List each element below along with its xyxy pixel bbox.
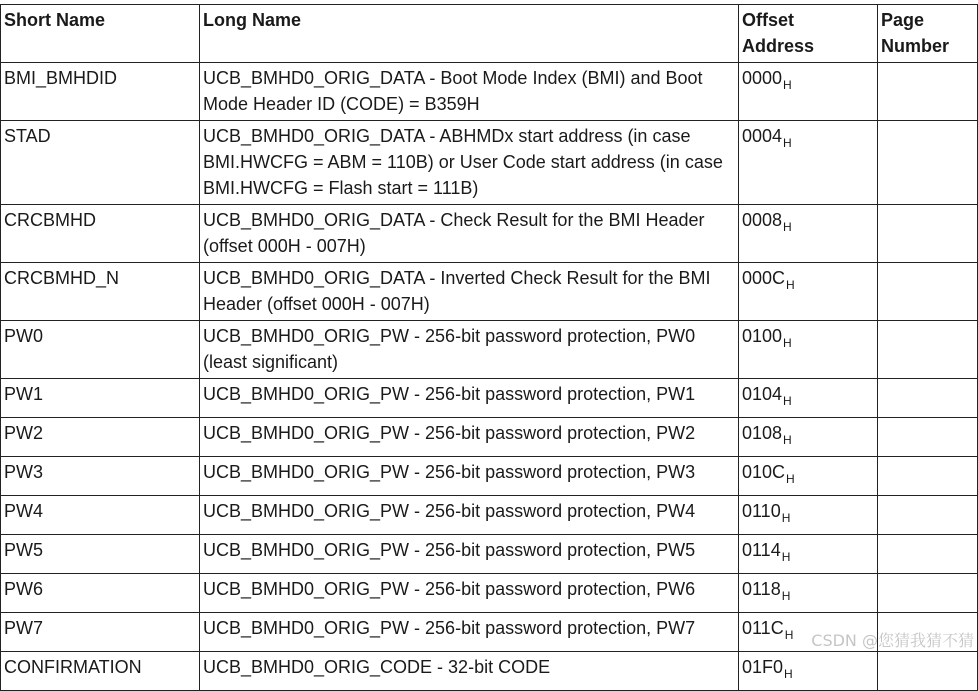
cell-offset: $0004_H$ (739, 121, 878, 205)
cell-page (878, 496, 978, 535)
cell-offset: $0100_H$ (739, 321, 878, 379)
cell-offset: $0108_H$ (739, 418, 878, 457)
cell-short-name: CRCBMHD_N (1, 263, 200, 321)
cell-page (878, 263, 978, 321)
table-row (1, 205, 978, 263)
cell-offset: $0104_H$ (739, 379, 878, 418)
cell-page (878, 63, 978, 121)
cell-long-name: UCB_BMHD0_ORIG_DATA - ABHMDx start address (in case BMI.HWCFG = ABM = 110B) or User Code start address (in case BMI.HWCFG = Flash start = 111B) (200, 121, 739, 205)
cell-short-name: PW3 (1, 457, 200, 496)
csdn-watermark: CSDN @您猜我猜不猜 (811, 631, 974, 650)
hex-suffix: H (781, 589, 791, 603)
cell-long-name: UCB_BMHD0_ORIG_PW - 256-bit password protection, PW6 (200, 574, 739, 613)
cell-page (878, 205, 978, 263)
cell-long-name: UCB_BMHD0_ORIG_PW - 256-bit password protection, PW7 (200, 613, 739, 652)
table-row (1, 457, 978, 496)
table-row (1, 263, 978, 321)
cell-offset: $0114_H$ (739, 535, 878, 574)
table-row (1, 121, 978, 205)
hex-suffix: H (781, 550, 791, 564)
hex-suffix: H (783, 136, 792, 150)
cell-short-name: PW2 (1, 418, 200, 457)
cell-long-name: UCB_BMHD0_ORIG_DATA - Boot Mode Index (BMI) and Boot Mode Header ID (CODE) = B359H (200, 63, 739, 121)
table-row (1, 379, 978, 418)
table-row (1, 652, 978, 691)
table-row (1, 418, 978, 457)
cell-long-name: UCB_BMHD0_ORIG_PW - 256-bit password protection, PW3 (200, 457, 739, 496)
cell-short-name: BMI_BMHDID (1, 63, 200, 121)
cell-long-name: UCB_BMHD0_ORIG_DATA - Check Result for the BMI Header (offset 000H - 007H) (200, 205, 739, 263)
header-page-number: Page Number (878, 5, 978, 63)
cell-short-name: PW5 (1, 535, 200, 574)
hex-suffix: H (783, 433, 792, 447)
cell-offset: $01F0_H$ (739, 652, 878, 691)
cell-page (878, 535, 978, 574)
table-row (1, 63, 978, 121)
cell-short-name: CONFIRMATION (1, 652, 200, 691)
table-header-row (1, 5, 978, 63)
cell-offset: $0110_H$ (739, 496, 878, 535)
cell-page (878, 121, 978, 205)
cell-short-name: PW7 (1, 613, 200, 652)
cell-short-name: PW0 (1, 321, 200, 379)
register-table (0, 4, 978, 691)
cell-short-name: PW1 (1, 379, 200, 418)
hex-suffix: H (783, 394, 792, 408)
table-row (1, 574, 978, 613)
cell-long-name: UCB_BMHD0_ORIG_PW - 256-bit password protection, PW5 (200, 535, 739, 574)
cell-long-name: UCB_BMHD0_ORIG_PW - 256-bit password protection, PW2 (200, 418, 739, 457)
cell-page (878, 613, 978, 652)
cell-offset: $000C_H$ (739, 263, 878, 321)
table-row (1, 613, 978, 652)
cell-page (878, 418, 978, 457)
cell-page (878, 321, 978, 379)
hex-suffix: H (781, 511, 791, 525)
cell-offset: $0000_H$ (739, 63, 878, 121)
cell-short-name: CRCBMHD (1, 205, 200, 263)
cell-short-name: PW6 (1, 574, 200, 613)
cell-long-name: UCB_BMHD0_ORIG_PW - 256-bit password protection, PW4 (200, 496, 739, 535)
table-row (1, 496, 978, 535)
header-offset-address: Offset Address (739, 5, 878, 63)
cell-offset: $010C_H$ (739, 457, 878, 496)
cell-offset: $0118_H$ (739, 574, 878, 613)
table-row (1, 321, 978, 379)
cell-page (878, 652, 978, 691)
cell-long-name: UCB_BMHD0_ORIG_PW - 256-bit password protection, PW0 (least significant) (200, 321, 739, 379)
header-short-name: Short Name (1, 5, 200, 63)
cell-short-name: PW4 (1, 496, 200, 535)
cell-offset: $0008_H$ (739, 205, 878, 263)
header-long-name: Long Name (200, 5, 739, 63)
cell-offset: $011C_H$ (739, 613, 878, 652)
cell-page (878, 379, 978, 418)
hex-suffix: H (783, 78, 792, 92)
cell-page (878, 574, 978, 613)
hex-suffix: H (783, 336, 792, 350)
hex-suffix: H (784, 667, 793, 681)
hex-suffix: H (786, 472, 795, 486)
cell-short-name: STAD (1, 121, 200, 205)
cell-long-name: UCB_BMHD0_ORIG_CODE - 32-bit CODE (200, 652, 739, 691)
hex-suffix: H (786, 278, 795, 292)
cell-long-name: UCB_BMHD0_ORIG_PW - 256-bit password protection, PW1 (200, 379, 739, 418)
table-row (1, 535, 978, 574)
cell-page (878, 457, 978, 496)
hex-suffix: H (784, 628, 794, 642)
cell-long-name: UCB_BMHD0_ORIG_DATA - Inverted Check Result for the BMI Header (offset 000H - 007H) (200, 263, 739, 321)
hex-suffix: H (783, 220, 792, 234)
